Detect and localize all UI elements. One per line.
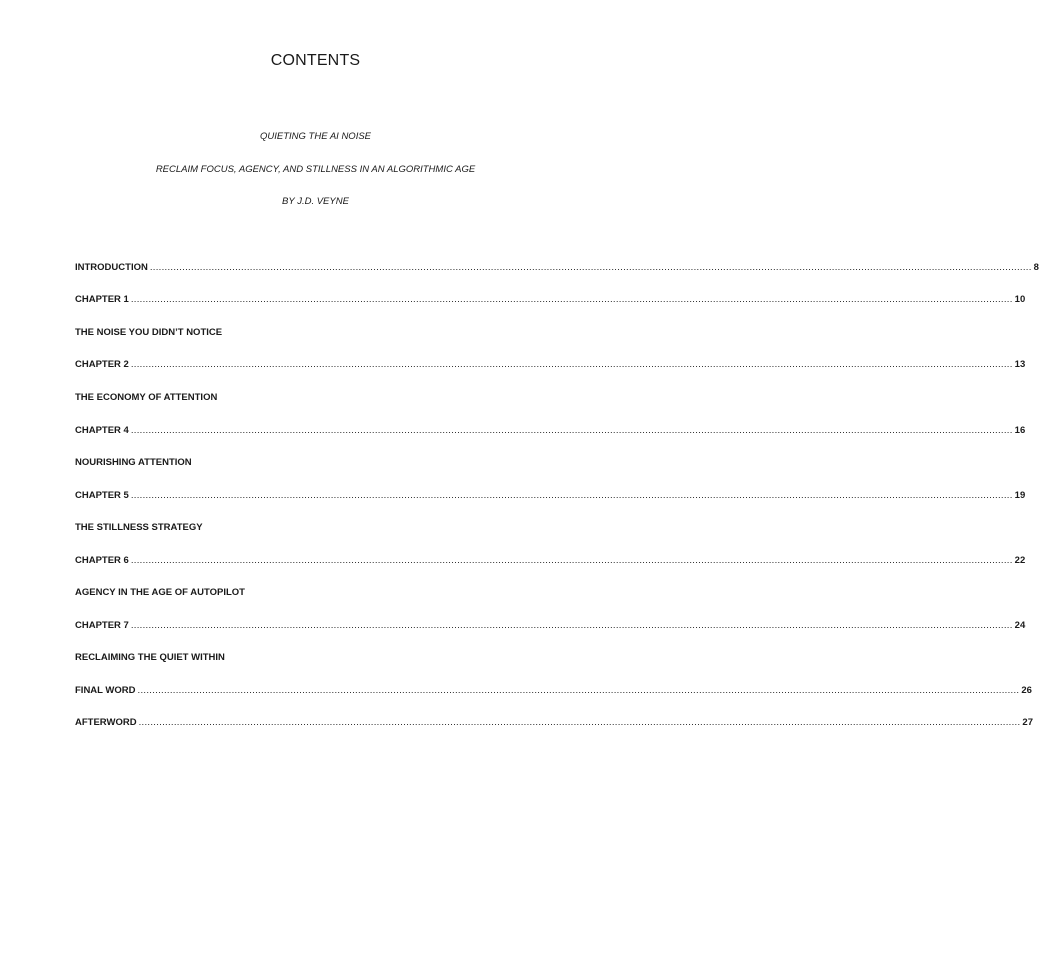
toc-entry[interactable] xyxy=(75,349,1026,382)
toc-dot-leader: ............................................................................................................................................................................................................................................................................................................ xyxy=(130,359,1013,371)
toc-chapter-title[interactable] xyxy=(75,446,562,479)
toc-dot-leader: ............................................................................................................................................................................................................................................................................................................ xyxy=(130,489,1013,501)
toc-entry-label: AFTERWORD xyxy=(75,717,137,729)
toc-entry-label: CHAPTER 2 xyxy=(75,359,129,371)
toc-entry-label: THE NOISE YOU DIDN’T NOTICE xyxy=(75,326,223,338)
toc-entry-label: CHAPTER 7 xyxy=(75,619,129,631)
toc-dot-leader: ............................................................................................................................................................................................................................................................................................................ xyxy=(137,684,1020,696)
toc-entry[interactable] xyxy=(75,707,1033,740)
toc-entry[interactable] xyxy=(75,284,1026,317)
toc-entry-label: THE STILLNESS STRATEGY xyxy=(75,522,203,534)
toc-page-number: 22 xyxy=(1014,554,1026,566)
toc-dot-leader: ............................................................................................................................................................................................................................................................................................................ xyxy=(130,424,1013,436)
toc-entry-label: CHAPTER 6 xyxy=(75,554,129,566)
toc-page-number: 24 xyxy=(1014,619,1026,631)
toc-chapter-title[interactable] xyxy=(75,511,562,544)
toc-dot-leader: ............................................................................................................................................................................................................................................................................................................ xyxy=(130,294,1013,306)
toc-chapter-title[interactable] xyxy=(75,576,562,609)
book-subtitle: RECLAIM FOCUS, AGENCY, AND STILLNESS IN AN ALGORITHMIC AGE xyxy=(155,164,476,175)
toc-entry-label: RECLAIMING THE QUIET WITHIN xyxy=(75,652,225,664)
toc-chapter-title[interactable] xyxy=(75,316,562,349)
toc-entry-label: NOURISHING ATTENTION xyxy=(75,457,192,469)
toc-entry[interactable] xyxy=(75,544,1026,577)
table-of-contents xyxy=(75,251,1039,739)
toc-dot-leader: ............................................................................................................................................................................................................................................................................................................ xyxy=(149,261,1032,273)
toc-dot-leader: ............................................................................................................................................................................................................................................................................................................ xyxy=(130,619,1013,631)
toc-entry[interactable] xyxy=(75,609,1026,642)
toc-entry-label: AGENCY IN THE AGE OF AUTOPILOT xyxy=(75,587,245,599)
toc-page-number: 16 xyxy=(1014,424,1026,436)
toc-entry-label: INTRODUCTION xyxy=(75,261,148,273)
toc-page-number: 8 xyxy=(1033,261,1039,273)
toc-page-number: 27 xyxy=(1022,717,1033,729)
toc-page-number: 19 xyxy=(1014,489,1026,501)
toc-entry-label: CHAPTER 4 xyxy=(75,424,129,436)
toc-entry-label: CHAPTER 1 xyxy=(75,294,129,306)
toc-entry[interactable] xyxy=(75,674,1032,707)
toc-dot-leader: ............................................................................................................................................................................................................................................................................................................ xyxy=(138,717,1021,729)
toc-dot-leader: ............................................................................................................................................................................................................................................................................................................ xyxy=(130,554,1013,566)
toc-entry[interactable] xyxy=(75,251,1039,284)
toc-chapter-title[interactable] xyxy=(75,381,562,414)
toc-chapter-title[interactable] xyxy=(75,642,562,675)
toc-page-number: 10 xyxy=(1014,294,1026,306)
book-author: BY J.D. VEYNE xyxy=(282,196,349,207)
toc-entry-label: CHAPTER 5 xyxy=(75,489,129,501)
page-title: CONTENTS xyxy=(270,52,361,69)
toc-entry[interactable] xyxy=(75,414,1026,447)
toc-page-number: 26 xyxy=(1021,684,1032,696)
toc-entry-label: FINAL WORD xyxy=(75,684,136,696)
book-title: QUIETING THE AI NOISE xyxy=(259,131,372,142)
toc-page-number: 13 xyxy=(1014,359,1026,371)
toc-entry-label: THE ECONOMY OF ATTENTION xyxy=(75,391,218,403)
toc-entry[interactable] xyxy=(75,479,1026,512)
